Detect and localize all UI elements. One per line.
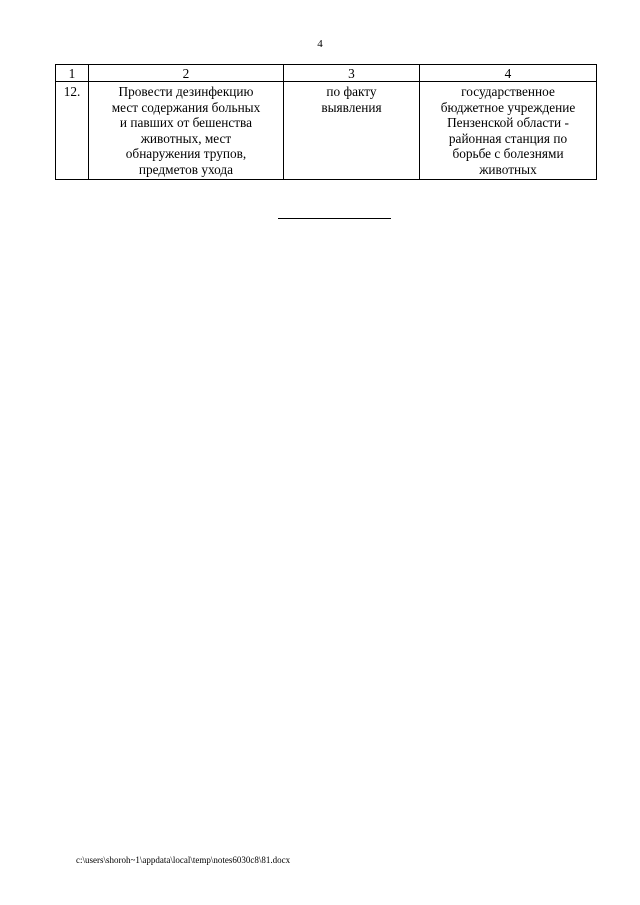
- table-header-row: [56, 65, 597, 82]
- action-cell: [89, 82, 284, 180]
- row-number-cell: [56, 82, 89, 180]
- column-header-1: 1: [56, 65, 89, 82]
- column-header-2: 2: [89, 65, 284, 82]
- footer-file-path: c:\users\shoroh~1\appdata\local\temp\notes6030c8\81.docx: [76, 855, 291, 865]
- column-header-3: 3: [284, 65, 420, 82]
- activity-table: [55, 64, 597, 180]
- timing-text: по факту выявления: [321, 84, 382, 115]
- timing-cell: [284, 82, 420, 180]
- column-header-4: 4: [420, 65, 597, 82]
- page-number: 4: [317, 38, 323, 50]
- row-number: 12.: [63, 84, 81, 99]
- responsible-cell: [420, 82, 597, 180]
- action-text: Провести дезинфекцию мест содержания больных и павших от бешенства животных, мест обнаружения трупов, предметов ухода: [111, 84, 261, 177]
- end-separator-line: [278, 218, 391, 219]
- responsible-text: государственное бюджетное учреждение Пензенской области - районная станция по борьбе с болезнями животных: [440, 84, 576, 177]
- table-row: [56, 82, 597, 180]
